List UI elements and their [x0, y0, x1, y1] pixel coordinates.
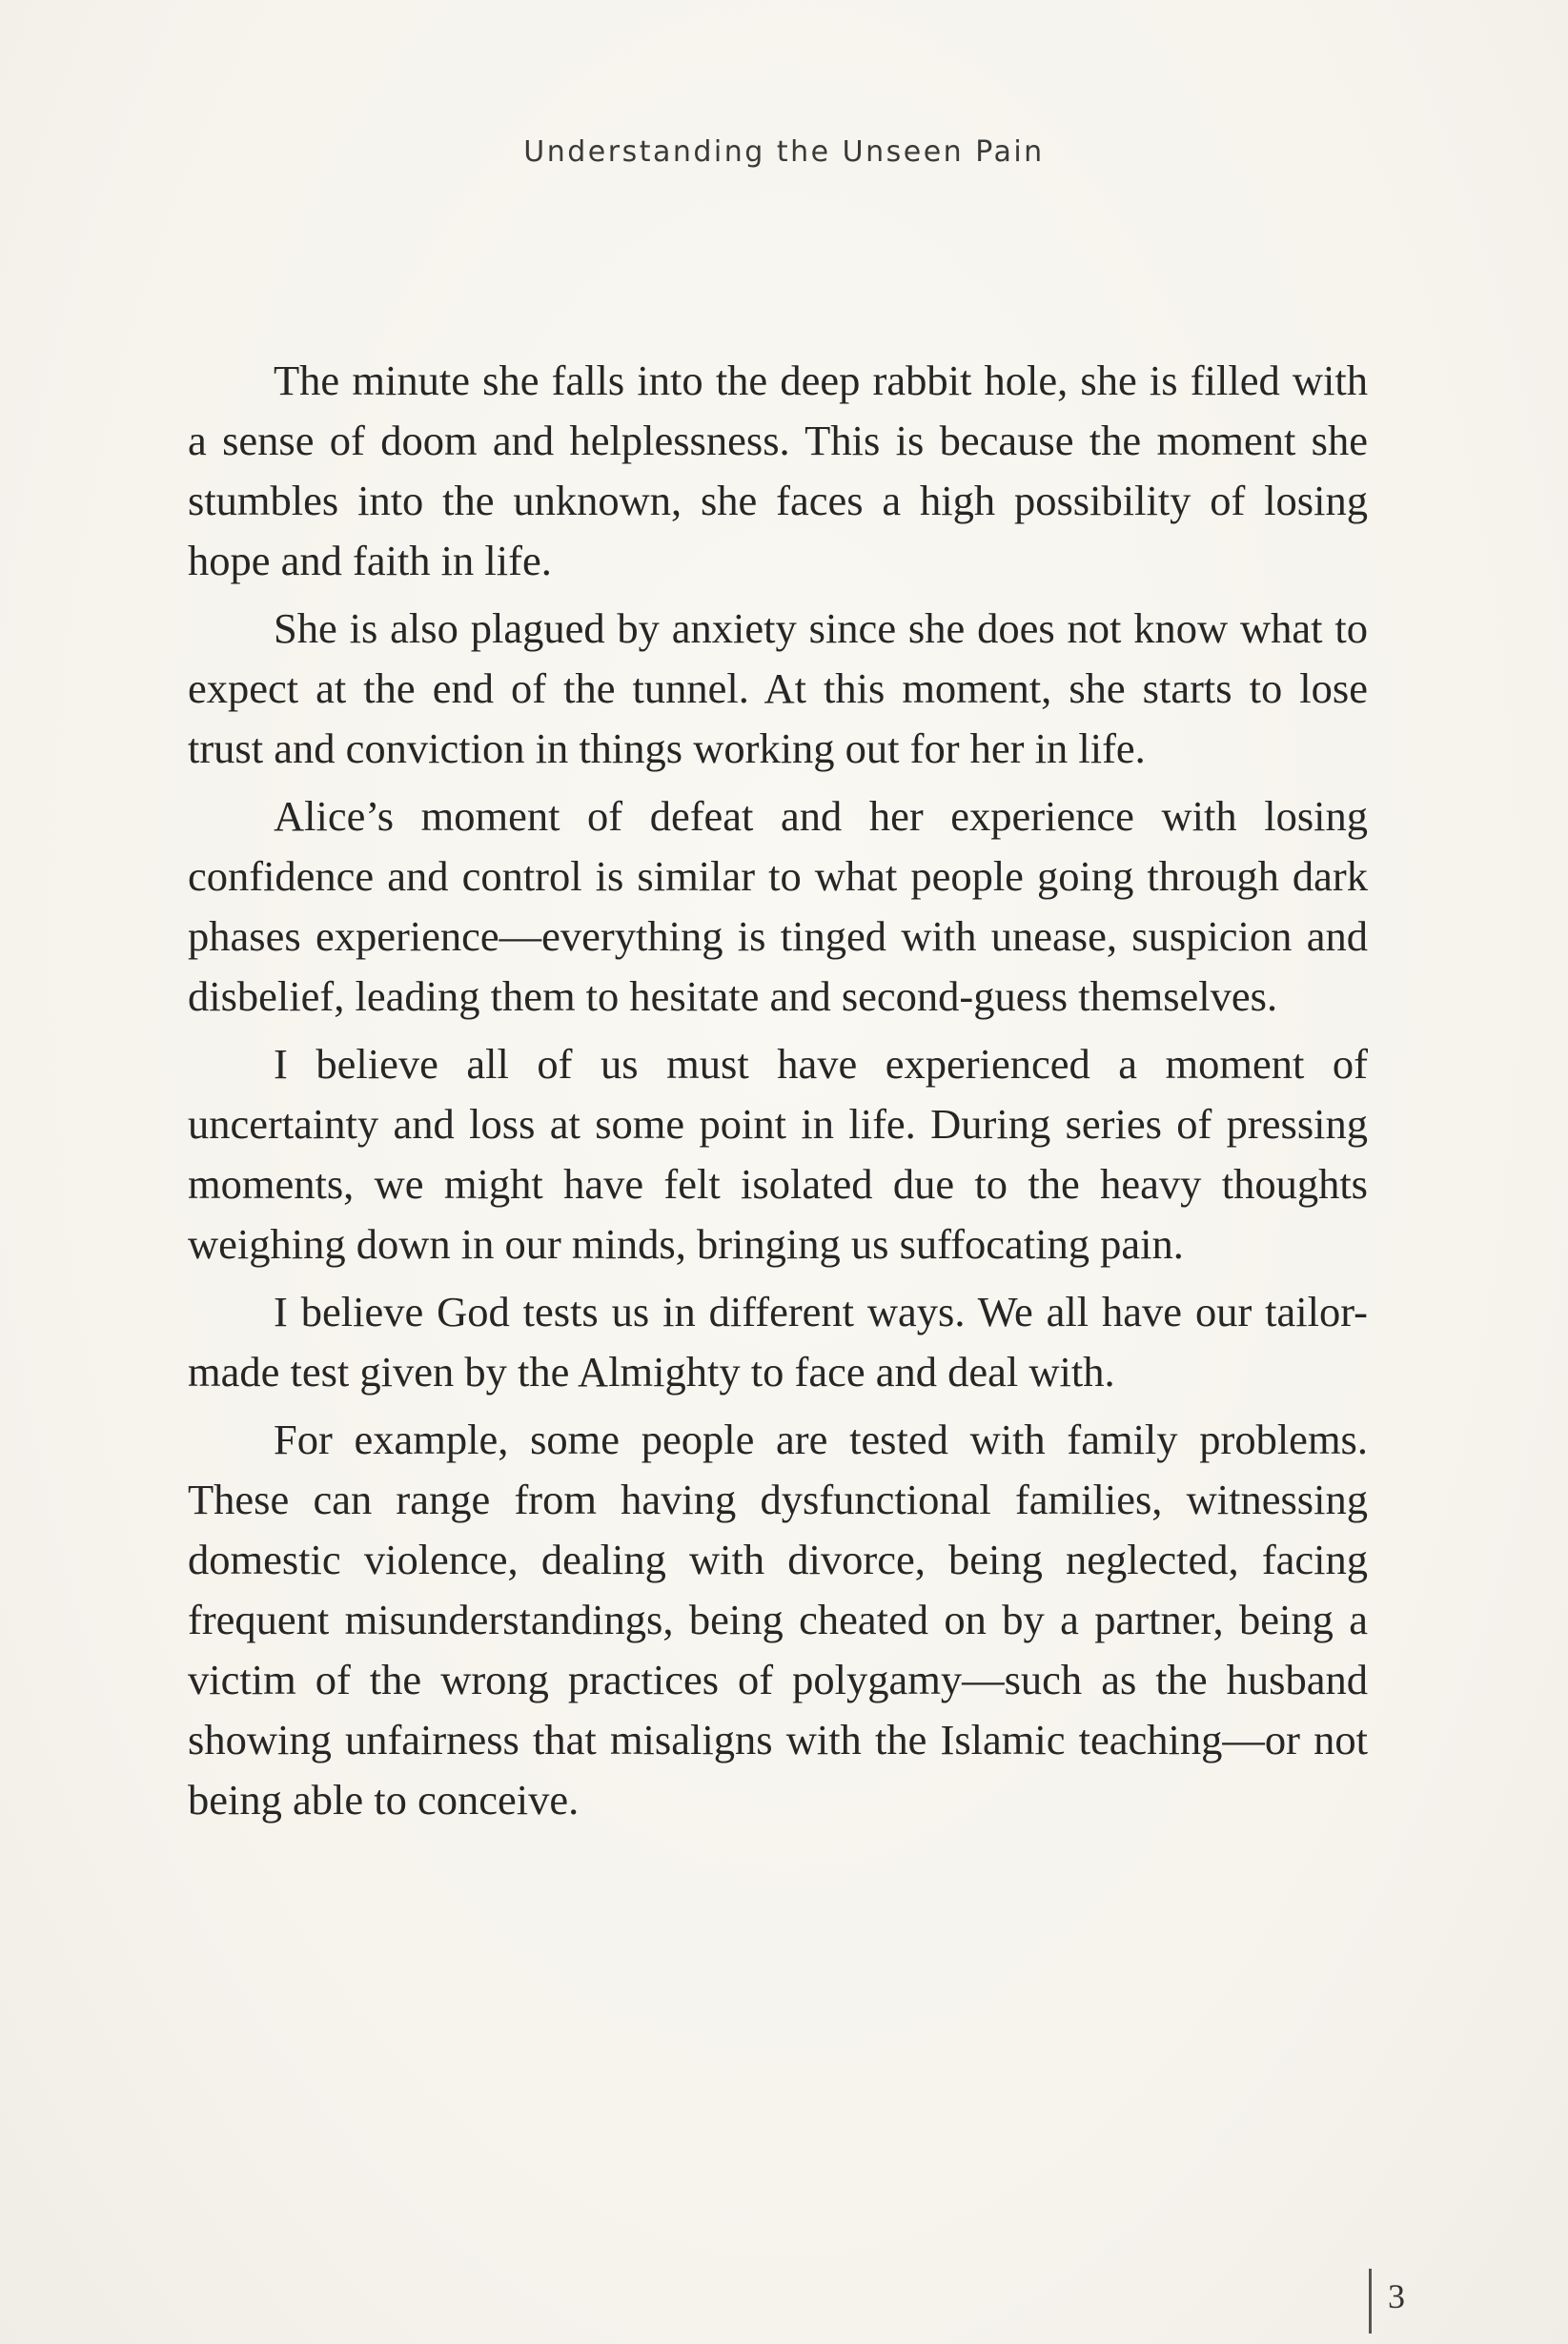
folio-rule	[1369, 2269, 1372, 2334]
paragraph-3: Alice’s moment of defeat and her experience with losing confidence and control is similar to what people going through dark phases experience—everything is tinged with unease, suspicion and disbelief, leading them to hesitate and second-guess themselves.	[188, 792, 1368, 1020]
paragraph-6: For example, some people are tested with family problems. These can range from having dysfunctional families, witnessing domestic violence, dealing with divorce, being neglected, facing frequent misunderstandings, being cheated on by a partner, being a victim of the wrong practices of polygamy—such as the husband showing unfairness that misaligns with the Islamic teaching—or not being able to conceive.	[188, 1416, 1368, 1824]
paragraph-4: I believe all of us must have experienced a moment of uncertainty and loss at some point in life. During series of pressing moments, we might have felt isolated due to the heavy thoughts weighing down in our minds, bringing us suffocating pain.	[188, 1040, 1368, 1268]
running-head: Understanding the Unseen Pain	[523, 135, 1045, 169]
page-number: 3	[1388, 2277, 1405, 2315]
body-text	[188, 351, 1368, 1838]
paragraph-5: I believe God tests us in different ways. We all have our tailor-made test given by the Almighty to face and deal with.	[188, 1288, 1368, 1396]
paragraph-1: The minute she falls into the deep rabbit hole, she is filled with a sense of doom and helplessness. This is because the moment she stumbles into the unknown, she faces a high possibility of losing hope and faith in life.	[188, 357, 1368, 584]
paragraph-2: She is also plagued by anxiety since she does not know what to expect at the end of the tunnel. At this moment, she starts to lose trust and conviction in things working out for her in life.	[188, 604, 1368, 772]
